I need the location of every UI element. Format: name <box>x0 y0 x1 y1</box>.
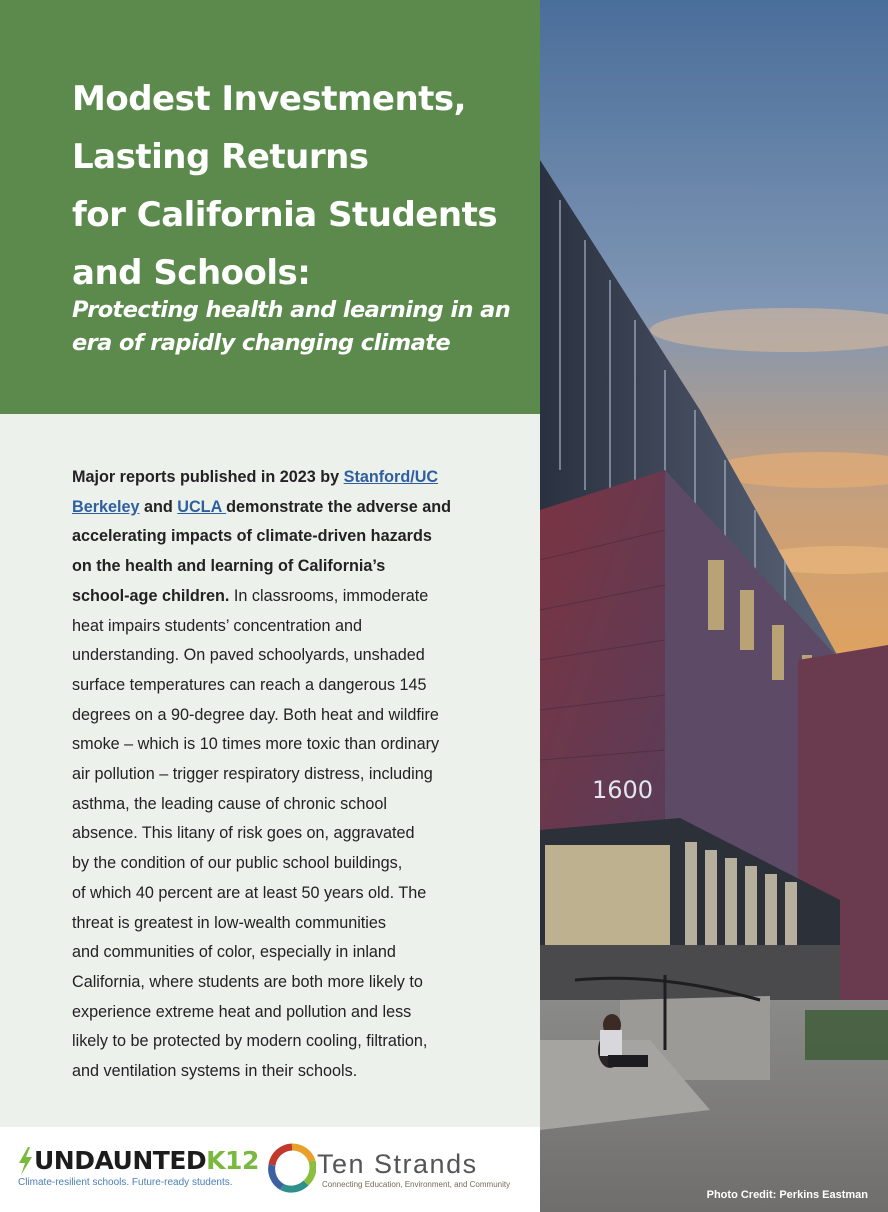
ten-strands-tagline: Connecting Education, Environment, and Community <box>322 1180 511 1189</box>
lead-text-l5: school-age children. <box>72 586 230 605</box>
body-line: air pollution – trigger respiratory distress, including <box>72 765 433 784</box>
title-line-3: for California Students <box>72 195 498 235</box>
lead-text: Major reports published in 2023 by <box>72 468 344 486</box>
photo-credit: Photo Credit: Perkins Eastman <box>706 1189 868 1201</box>
body-line: by the condition of our public school buildings, <box>72 854 403 873</box>
lead-text-l4: on the health and learning of California’s <box>72 557 386 576</box>
body-line: threat is greatest in low-wealth communities <box>72 913 386 932</box>
k12-wordmark: K12 <box>206 1146 259 1175</box>
body-line: and ventilation systems in their schools. <box>72 1062 358 1081</box>
photo-illustration <box>540 0 888 1212</box>
undaunted-tagline: Climate-resilient schools. Future-ready students. <box>18 1177 233 1188</box>
ucla-link[interactable]: UCLA <box>177 497 227 516</box>
page-subtitle <box>72 294 522 360</box>
title-line-1: Modest Investments, <box>72 79 467 119</box>
ten-strands-ring-icon <box>268 1143 316 1193</box>
ten-strands-wordmark: Ten Strands <box>317 1149 478 1179</box>
title-banner <box>0 0 540 414</box>
stanford-berkeley-link-cont[interactable]: Berkeley <box>72 497 140 516</box>
body-line: experience extreme heat and pollution and less <box>72 1002 412 1021</box>
subtitle-line-2: era of rapidly changing climate <box>72 330 451 356</box>
lead-text-cont: demonstrate the adverse and <box>226 497 452 516</box>
page-title <box>72 70 522 302</box>
body-l5: In classrooms, immoderate <box>229 586 429 605</box>
lead-text-l3: accelerating impacts of climate-driven hazards <box>72 527 432 546</box>
lightning-bolt-icon <box>18 1147 33 1175</box>
school-building-photo <box>540 0 888 1212</box>
building-number-sign: 1600 <box>592 776 654 804</box>
body-line: degrees on a 90-degree day. Both heat and wildfire <box>72 705 439 724</box>
undaunted-wordmark: UNDAUNTED <box>34 1146 207 1175</box>
stanford-berkeley-link[interactable]: Stanford/UC <box>343 468 439 486</box>
body-line: asthma, the leading cause of chronic school <box>72 794 387 813</box>
title-line-2: Lasting Returns <box>72 137 369 177</box>
body-line: understanding. On paved schoolyards, unshaded <box>72 646 425 665</box>
body-line: California, where students are both more likely to <box>72 972 423 991</box>
undaunted-k12-logo <box>18 1147 259 1188</box>
intro-paragraph <box>72 463 492 1087</box>
lead-text-and: and <box>139 497 178 516</box>
subtitle-line-1: Protecting health and learning in an <box>72 297 511 323</box>
body-line: smoke – which is 10 times more toxic than ordinary <box>72 735 440 754</box>
title-line-4: and Schools: <box>72 253 311 293</box>
body-line: of which 40 percent are at least 50 years old. The <box>72 883 427 902</box>
body-line: absence. This litany of risk goes on, aggravated <box>72 824 415 843</box>
body-line: likely to be protected by modern cooling, filtration, <box>72 1032 428 1051</box>
body-line: and communities of color, especially in inland <box>72 943 396 962</box>
body-line: surface temperatures can reach a dangerous 145 <box>72 675 427 694</box>
body-line: heat impairs students’ concentration and <box>72 616 363 635</box>
